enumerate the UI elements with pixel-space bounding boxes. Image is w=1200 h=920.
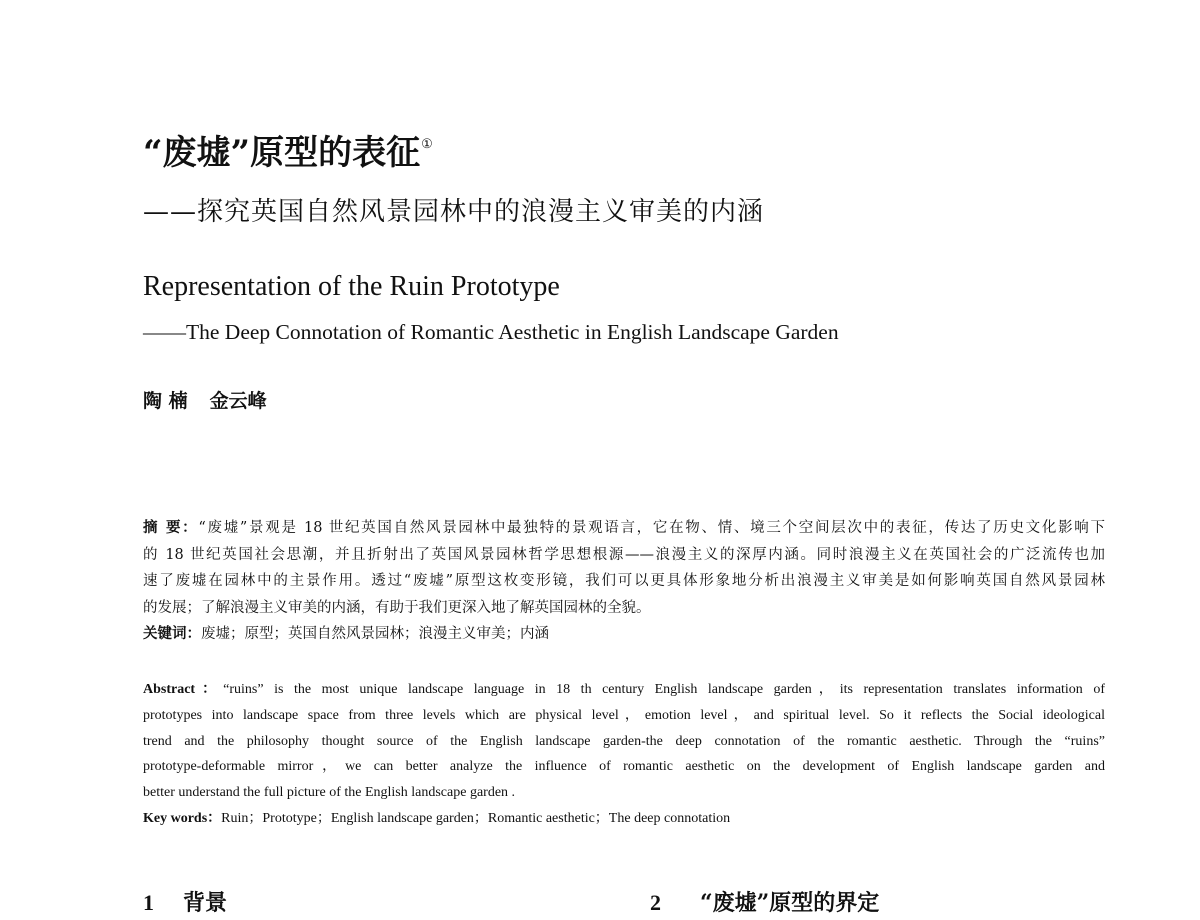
keywords-cn-label: 关键词：	[143, 625, 201, 642]
keywords-en-label: Key words：	[143, 810, 222, 826]
author-name: 金云峰	[209, 390, 267, 412]
abstract-en-line: prototype-deformable mirror，we can better analyze the influence of romantic aesthetic on the development of English landscape garden and	[143, 759, 1105, 775]
abstract-en-line: better understand the full picture of the English landscape garden .	[143, 785, 516, 801]
abstract-english	[143, 677, 1105, 832]
abstract-cn-line: 的发展；了解浪漫主义审美的内涵，有助于我们更深入地了解英国园林的全貌。	[143, 599, 651, 616]
footnote-mark: ①	[421, 137, 433, 152]
abstract-cn-line	[143, 515, 1105, 542]
paper-title-text: “废墟”原型的表征	[143, 133, 421, 173]
paper-subtitle: ——探究英国自然风景园林中的浪漫主义审美的内涵	[143, 197, 765, 227]
abstract-en-line: trend and the philosophy thought source of the English landscape garden-the deep connotation of the romantic aesthetic. Through the “ruins”	[143, 733, 1105, 749]
paper-title	[143, 130, 433, 184]
section-heading-1	[143, 889, 227, 917]
section-title: “废墟”原型的界定	[700, 890, 880, 916]
section-number: 2	[650, 890, 661, 915]
section-title: 背景	[183, 890, 228, 916]
section-heading-2	[650, 889, 879, 917]
abstract-cn-text: “废墟”景观是 18 世纪英国自然风景园林中最独特的景观语言，它在物、情、境三个空间层次中的表征，传达了历史文化影响下	[198, 520, 1105, 536]
abstract-cn-label: 摘 要：	[143, 519, 199, 536]
keywords-english	[143, 806, 1105, 832]
paper-title-en: Representation of the Ruin Prototype	[143, 271, 560, 302]
keywords-chinese	[143, 621, 1105, 648]
abstract-cn-line: 速了废墟在园林中的主景作用。透过“废墟”原型这枚变形镜，我们可以更具体形象地分析出浪漫主义审美是如何影响英国自然风景园林	[143, 573, 1105, 589]
abstract-en-line	[143, 677, 1105, 703]
abstract-en-text: “ruins” is the most unique landscape language in 18 th century English landscape garden，its representation translates information of	[223, 682, 1105, 697]
abstract-en-line: prototypes into landscape space from three levels which are physical level，emotion level，and spiritual level. So it reflects the Social ideological	[143, 707, 1105, 723]
author-list	[143, 387, 267, 415]
section-number: 1	[143, 890, 154, 915]
keywords-cn-text: 废墟；原型；英国自然风景园林；浪漫主义审美；内涵	[201, 626, 549, 642]
abstract-cn-line: 的 18 世纪英国社会思潮，并且折射出了英国风景园林哲学思想根源——浪漫主义的深厚内涵。同时浪漫主义在英国社会的广泛流传也加	[143, 546, 1105, 563]
abstract-chinese	[143, 515, 1105, 648]
author-name: 陶 楠	[143, 390, 188, 412]
abstract-en-label: Abstract：	[143, 682, 224, 697]
keywords-en-text: Ruin；Prototype；English landscape garden；Romantic aesthetic；The deep connotation	[221, 810, 731, 826]
paper-subtitle-en: ——The Deep Connotation of Romantic Aesthetic in English Landscape Garden	[143, 320, 839, 344]
